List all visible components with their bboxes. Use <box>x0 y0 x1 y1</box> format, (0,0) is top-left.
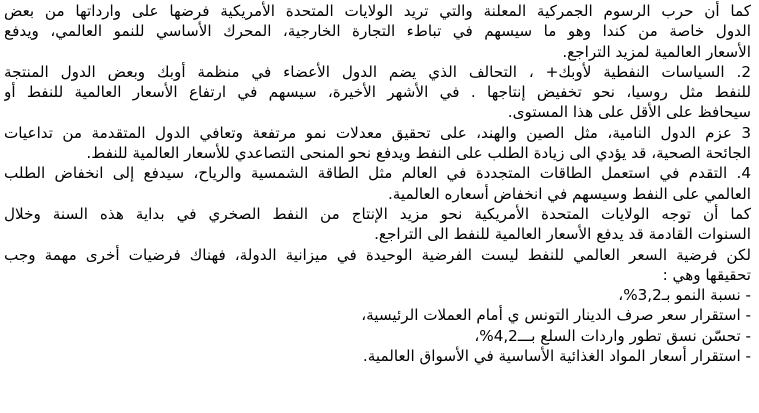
bullet-food-prices: - استقرار أسعار المواد الغذائية الأساسية في الأسواق العالمية. <box>362 347 751 366</box>
list-item-2-line-1: 2. السياسات النفطية لأوبك+ ، التحالف الذي يضم الدول الأعضاء في منظمة أوبك وبعض الدول المنتجة <box>4 62 751 81</box>
paragraph-hypotheses-line-2: تحقيقها وهي : <box>662 265 751 284</box>
paragraph-shale-line-1: كما أن توجه الولايات المتحدة الأمريكية نحو مزيد الإنتاج من النفط الصخري في بداية هذه السنة وخلال <box>4 204 751 223</box>
text-line-1: كما أن حرب الرسوم الجمركية المعلنة والتي تريد الولايات المتحدة الأمريكية فرضها على وارداتها من بعض <box>4 2 751 20</box>
bullet-exchange-rate: - استقرار سعر صرف الدينار التونس ي أمام العملات الرئيسية، <box>361 306 751 325</box>
text-line-3: الأسعار العالمية لمزيد التراجع. <box>562 42 751 61</box>
list-item-4-line-1: 4. التقدم في استعمل الطاقات المتجددة في العالم مثل الطاقة الشمسية والرياح، سيدفع إلى انخفاض الطلب <box>4 164 751 183</box>
list-item-4-line-2: العالمي على النفط وسيسهم في انخفاض أسعاره العالمية. <box>387 184 751 203</box>
list-item-2-line-2: للنفط مثل روسيا، نحو تخفيض إنتاجها . في الأشهر الأخيرة، سيسهم في ارتفاع الأسعار العالمية للنفط أو <box>4 83 751 102</box>
list-item-3-line-2: الجائحة الصحية، قد يؤدي الى زيادة الطلب على النفط ويدفع نحو المنحى التصاعدي للأسعار العالمية للنفط. <box>86 144 751 163</box>
paragraph-shale-line-2: السنوات القادمة قد يدفع الأسعار العالمية للنفط الى التراجع. <box>374 225 751 244</box>
paragraph-hypotheses-line-1: لكن فرضية السعر العالمي للنفط ليست الفرضية الوحيدة في ميزانية الدولة، فهناك فرضيات أخرى مهمة وجب <box>4 245 751 264</box>
bullet-growth-rate: - نسبة النمو بـ3,2%، <box>618 286 751 305</box>
text-line-2: الدول خاصة من كندا وهو ما سيسهم في تباطء التجارة الخارجية، المحرك الأساسي للنمو العالمي، ويدفع <box>4 22 751 41</box>
list-item-2-line-3: سيحافظ على الأقل على هذا المستوى. <box>507 103 751 122</box>
bullet-imports-growth: - تحسّن نسق تطور واردات السلع بـــ4,2%، <box>474 326 751 345</box>
list-item-3-line-1: 3 عزم الدول النامية، مثل الصين والهند، على تحقيق معدلات نمو مرتفعة وتعافي الدول المتقدمة من تداعيات <box>4 123 751 142</box>
